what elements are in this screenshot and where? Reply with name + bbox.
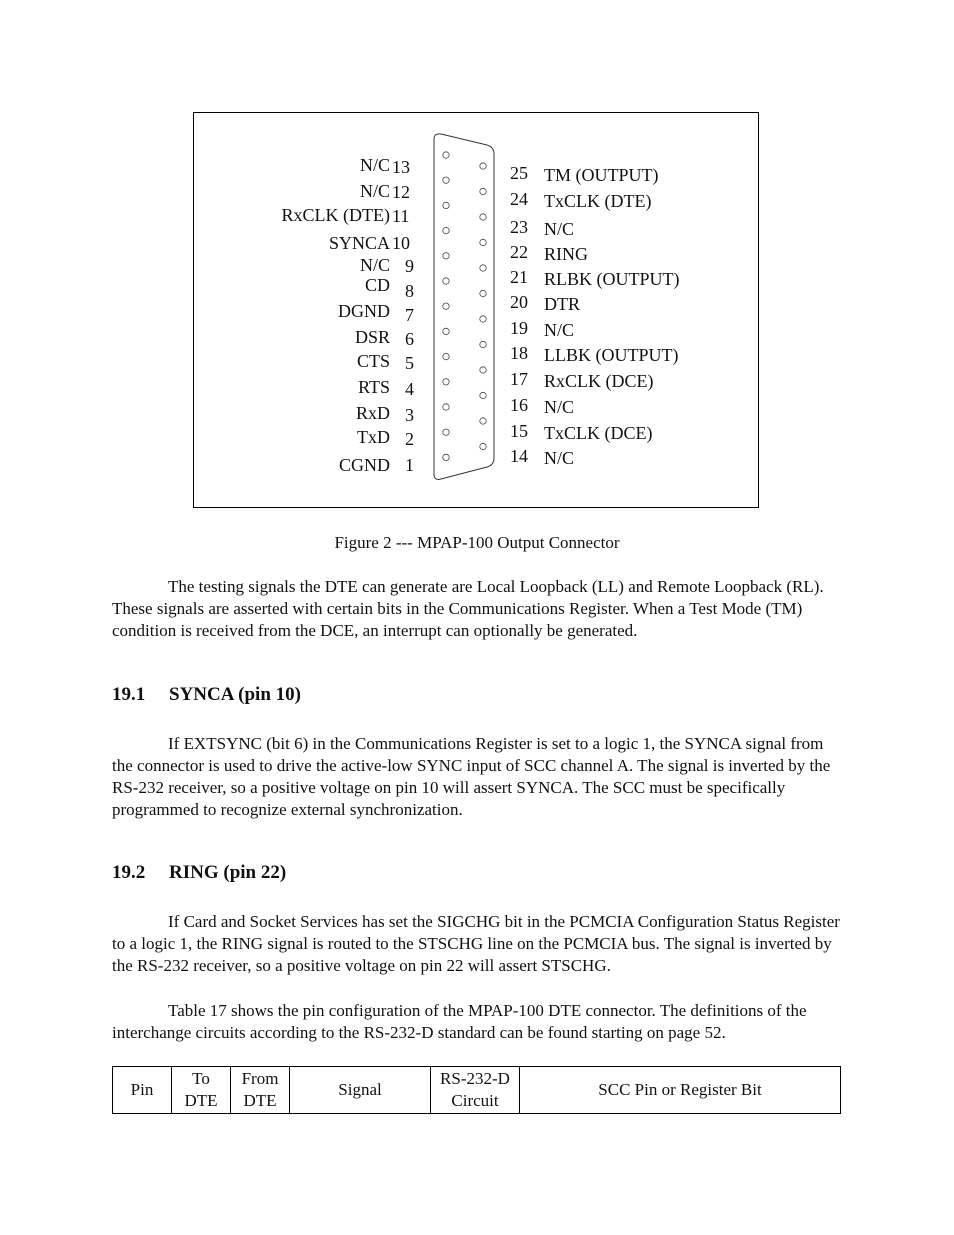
pin-name-14: N/C [544,448,575,468]
pin-number-12: 12 [392,182,410,202]
header-to-dte [172,1067,231,1114]
pin-name-25: TM (OUTPUT) [544,165,659,185]
pin-number-19: 19 [510,318,528,338]
header-to-dte-line1: To [192,1069,210,1088]
pin-hole-19 [480,316,486,322]
pin-number-8: 8 [405,281,414,301]
pin-name-17: RxCLK (DCE) [544,371,654,391]
pin-name-20: DTR [544,294,580,314]
pin-name-24: TxCLK (DTE) [544,191,652,211]
section-19-1-body: If EXTSYNC (bit 6) in the Communications Register is set to a logic 1, the SYNCA signal from the connector is used to drive the active-low SYNC input of SCC channel A. The signal is inverted by the RS-232 receiver, so a positive voltage on pin 10 will assert SYNCA. The SCC must be specifically programmed to recognize external synchronization. [112,734,831,819]
pin-name-11: RxCLK (DTE) [281,205,390,225]
pin-name-19: N/C [544,320,575,340]
pin-name-2: TxD [357,427,390,447]
pin-hole-7 [443,303,449,309]
pin-name-6: DSR [354,327,390,347]
section-number: 19.2 [112,862,146,883]
pin-number-3: 3 [405,405,414,425]
pin-number-25: 25 [510,163,528,183]
pin-name-15: TxCLK (DCE) [544,423,653,443]
pin-name-4: RTS [358,377,390,397]
pin-name-12: N/C [359,181,390,201]
header-pin: Pin [113,1067,172,1114]
pin-hole-8 [443,278,449,284]
pin-name-7: DGND [338,301,390,321]
pin-hole-22 [480,239,486,245]
section-title: RING (pin 22) [169,862,287,883]
section-heading-19-2 [112,862,286,884]
figure-caption: Figure 2 --- MPAP-100 Output Connector [334,533,620,552]
section-19-2-body: If Card and Socket Services has set the SIGCHG bit in the PCMCIA Configuration Status Register to a logic 1, the RING signal is routed to the STSCHG line on the PCMCIA bus. The signal is inverted by the RS-232 receiver, so a positive voltage on pin 22 will assert STSCHG. [112,912,840,975]
intro-paragraph: The testing signals the DTE can generate are Local Loopback (LL) and Remote Loopback (RL). These signals are asserted with certain bits in the Communications Register. When a Test Mode (TM) condition is received from the DCE, an interrupt can optionally be generated. [112,577,824,640]
connector-figure [193,112,759,508]
db25-connector-outline [194,113,760,509]
pin-number-23: 23 [510,217,528,237]
pin-name-9: N/C [359,255,390,275]
pin-number-22: 22 [510,242,528,262]
pin-number-21: 21 [510,267,528,287]
pin-name-16: N/C [544,397,575,417]
pin-number-20: 20 [510,292,528,312]
header-from-dte [231,1067,290,1114]
section-title: SYNCA (pin 10) [169,684,301,705]
section-number: 19.1 [112,684,146,705]
pin-hole-21 [480,265,486,271]
pin-name-1: CGND [338,455,390,475]
pin-hole-16 [480,392,486,398]
table-intro-paragraph: Table 17 shows the pin configuration of the MPAP-100 DTE connector. The definitions of the interchange circuits according to the RS-232-D standard can be found starting on page 52. [112,1001,807,1042]
header-from-dte-line1: From [241,1069,279,1088]
pin-hole-3 [443,404,449,410]
header-rs232-circuit [431,1067,520,1114]
table-header-row [113,1067,841,1114]
pin-number-9: 9 [405,256,414,276]
pin-name-13: N/C [359,155,390,175]
pin-hole-5 [443,353,449,359]
header-scc-pin: SCC Pin or Register Bit [520,1067,841,1114]
pin-number-13: 13 [392,157,410,177]
header-rs232-line2: Circuit [451,1091,499,1110]
pin-name-23: N/C [544,219,575,239]
pin-number-2: 2 [405,429,414,449]
pin-hole-15 [480,418,486,424]
pin-hole-10 [443,227,449,233]
pin-name-8: CD [364,275,390,295]
pin-hole-9 [443,253,449,259]
pin-hole-1 [443,454,449,460]
pin-number-14: 14 [510,446,528,466]
pin-name-22: RING [544,244,588,264]
header-rs232-line1: RS-232-D [440,1069,510,1088]
pin-hole-18 [480,341,486,347]
pin-number-17: 17 [510,369,528,389]
pin-hole-6 [443,328,449,334]
pin-number-16: 16 [510,395,528,415]
pin-hole-14 [480,443,486,449]
pin-hole-17 [480,367,486,373]
header-signal: Signal [290,1067,431,1114]
pin-number-1: 1 [405,455,414,475]
pin-name-18: LLBK (OUTPUT) [544,345,679,365]
pin-number-18: 18 [510,343,528,363]
pin-hole-20 [480,290,486,296]
pin-hole-13 [443,152,449,158]
pin-name-21: RLBK (OUTPUT) [544,269,680,289]
header-from-dte-line2: DTE [243,1091,277,1110]
pin-number-7: 7 [405,305,414,325]
pin-hole-11 [443,202,449,208]
pin-hole-12 [443,177,449,183]
pin-hole-23 [480,214,486,220]
pin-number-5: 5 [405,353,414,373]
pin-hole-24 [480,188,486,194]
pin-number-24: 24 [510,189,528,209]
pin-configuration-table [112,1066,841,1114]
header-to-dte-line2: DTE [184,1091,218,1110]
pin-number-10: 10 [392,233,410,253]
pin-hole-25 [480,163,486,169]
pin-hole-2 [443,429,449,435]
pin-number-4: 4 [405,379,414,399]
pin-name-10: SYNCA [328,233,390,253]
section-heading-19-1 [112,684,301,706]
pin-hole-4 [443,379,449,385]
pin-number-6: 6 [405,329,414,349]
pin-name-5: CTS [356,351,390,371]
pin-number-15: 15 [510,421,528,441]
pin-number-11: 11 [392,206,410,226]
pin-name-3: RxD [355,403,390,423]
